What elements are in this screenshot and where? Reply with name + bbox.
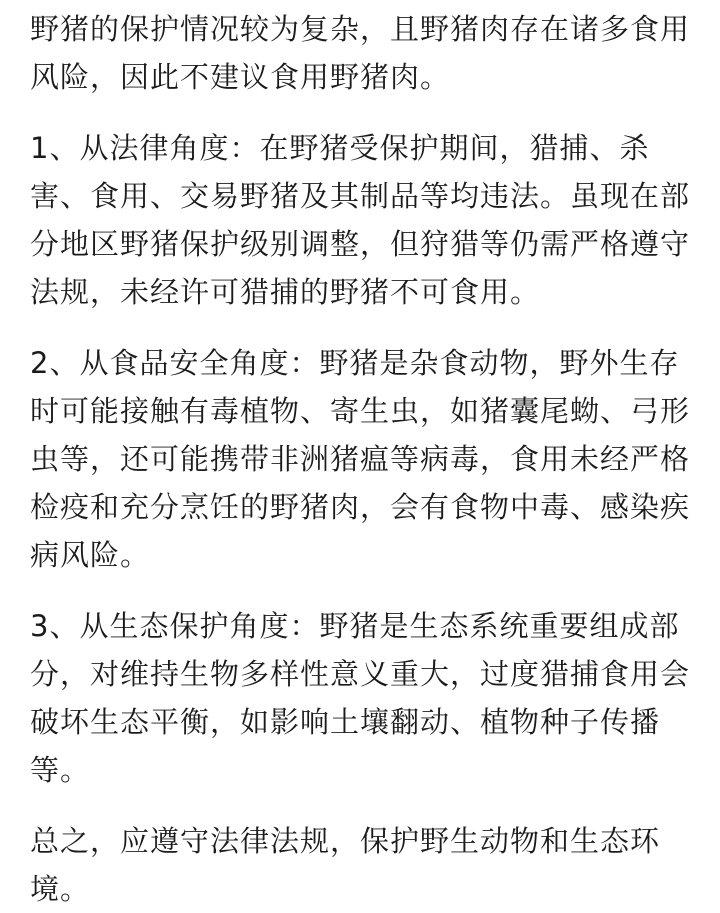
text-line: 风险，因此不建议食用野猪肉。 — [30, 60, 451, 94]
paragraph-gap — [30, 101, 706, 124]
paragraph-gap — [30, 794, 706, 817]
text-line: 3、从生态保护角度：野猪是生态系统重要组成部 — [30, 609, 680, 643]
text-line: 总之，应遵守法律法规，保护野生动物和生态环 — [30, 824, 661, 858]
ecology-paragraph — [30, 602, 706, 794]
text-line: 分地区野猪保护级别调整，但狩猎等仍需严格遵守 — [30, 227, 691, 261]
text-line: 1、从法律角度：在野猪受保护期间，猎捕、杀 — [30, 131, 650, 165]
text-line: 野猪的保护情况较为复杂，且野猪肉存在诸多食用 — [30, 12, 691, 46]
food-safety-paragraph — [30, 339, 706, 579]
text-line: 2、从食品安全角度：野猪是杂食动物，野外生存 — [30, 346, 680, 380]
text-line: 时可能接触有毒植物、寄生虫，如猪囊尾蚴、弓形 — [30, 394, 691, 428]
paragraph-gap — [30, 579, 706, 602]
conclusion-paragraph — [30, 817, 706, 913]
text-line: 检疫和充分烹饪的野猪肉，会有食物中毒、感染疾 — [30, 490, 691, 524]
text-line: 虫等，还可能携带非洲猪瘟等病毒，食用未经严格 — [30, 442, 691, 476]
text-line: 境。 — [30, 872, 91, 906]
text-line: 分，对维持生物多样性意义重大，过度猎捕食用会 — [30, 657, 691, 691]
text-line: 破坏生态平衡，如影响土壤翻动、植物种子传播 — [30, 705, 661, 739]
paragraph-gap — [30, 316, 706, 339]
intro-paragraph — [30, 5, 706, 101]
text-line: 病风险。 — [30, 538, 151, 572]
text-line: 法规，未经许可猎捕的野猪不可食用。 — [30, 275, 541, 309]
text-line: 害、食用、交易野猪及其制品等均违法。虽现在部 — [30, 179, 691, 213]
text-line: 等。 — [30, 753, 91, 787]
legal-paragraph — [30, 124, 706, 316]
